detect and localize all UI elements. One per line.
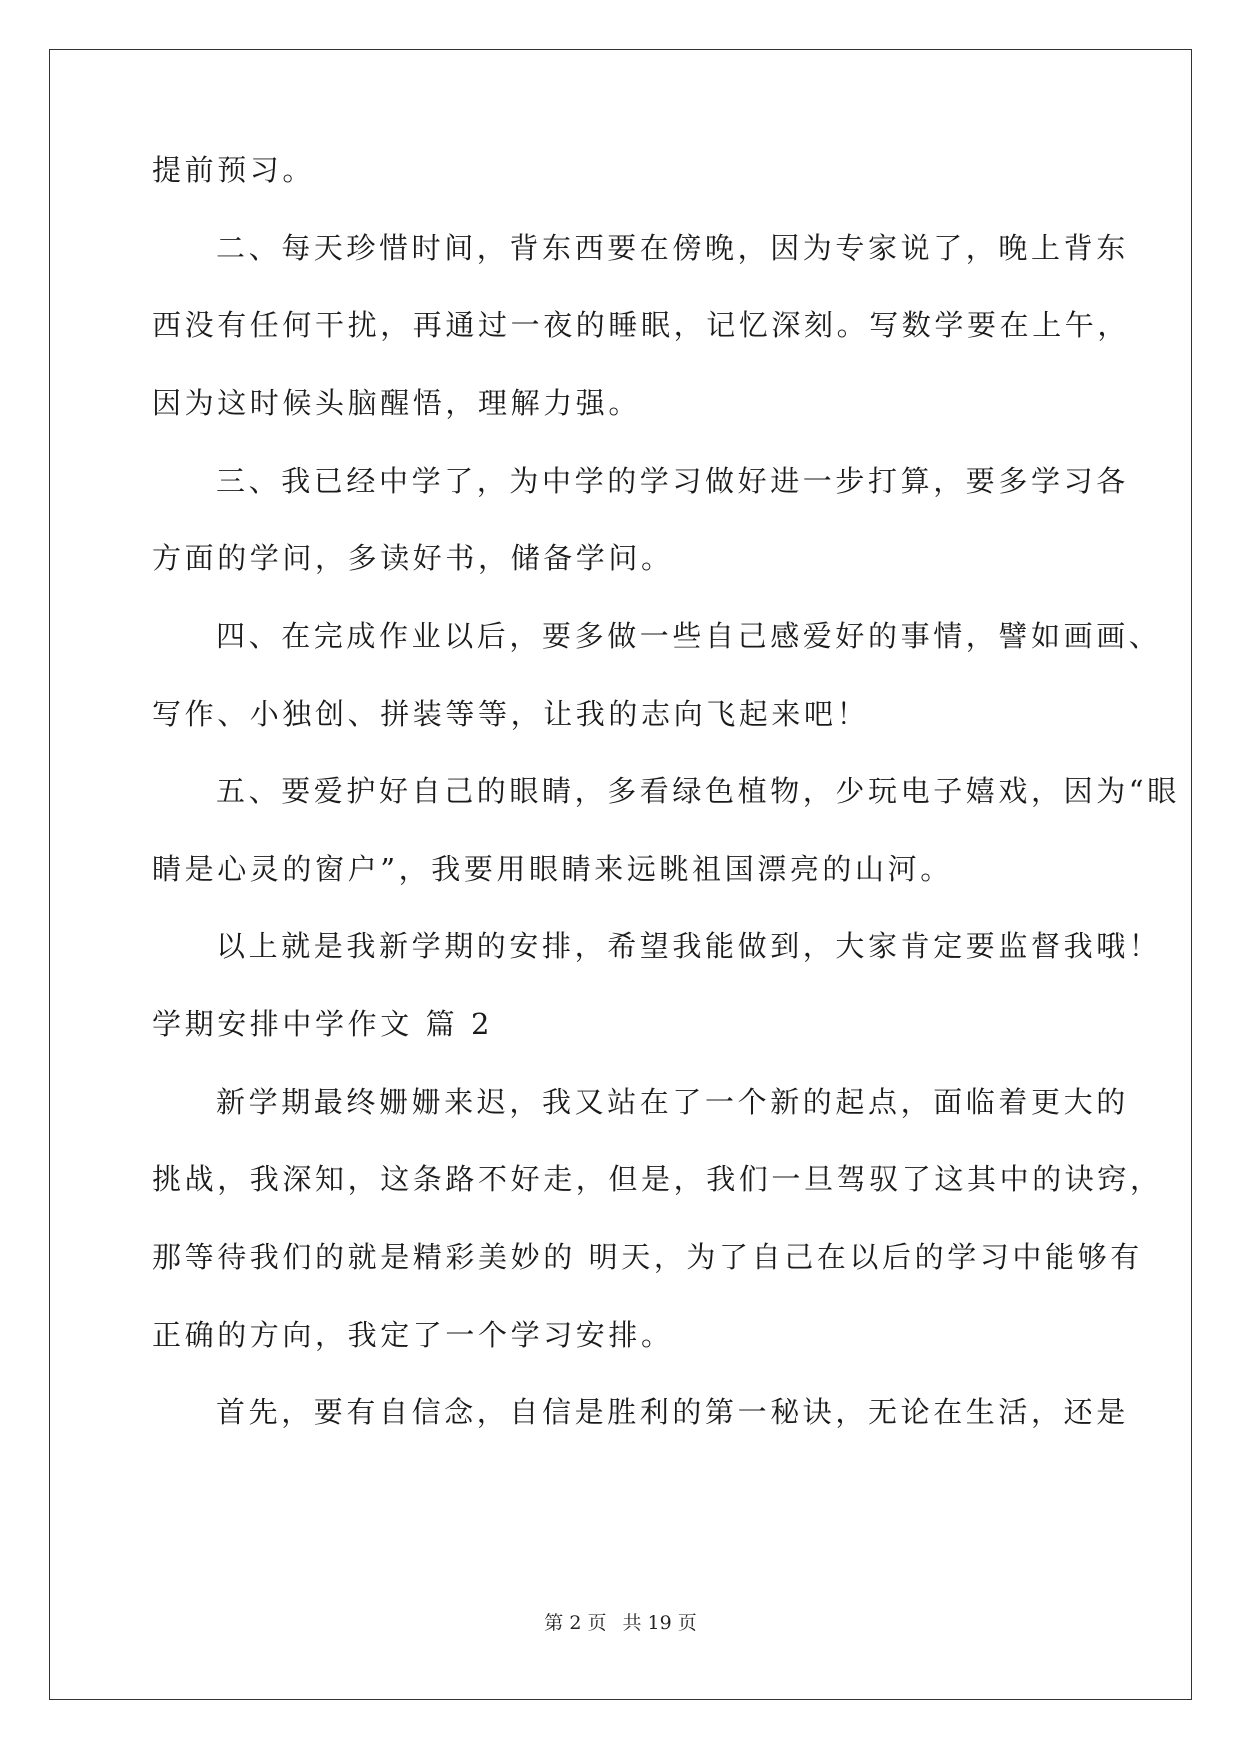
text-line: 挑战，我深知，这条路不好走，但是，我们一旦驾驭了这其中的诀窍， <box>152 1162 1163 1196</box>
text-line: 四、在完成作业以后，要多做一些自己感爱好的事情，譬如画画、 <box>216 619 1162 653</box>
text-line: 二、每天珍惜时间，背东西要在傍晚，因为专家说了，晚上背东 <box>216 231 1129 265</box>
text-line: 三、我已经中学了，为中学的学习做好进一步打算，要多学习各 <box>216 464 1129 498</box>
text-line: 那等待我们的就是精彩美妙的 明天，为了自己在以后的学习中能够有 <box>152 1240 1143 1274</box>
text-line: 正确的方向，我定了一个学习安排。 <box>152 1318 674 1352</box>
text-line: 西没有任何干扰，再通过一夜的睡眠，记忆深刻。写数学要在上午， <box>152 308 1131 342</box>
text-line: 写作、小独创、拼装等等，让我的志向飞起来吧！ <box>152 697 870 731</box>
text-line: 五、要爱护好自己的眼睛，多看绿色植物，少玩电子嬉戏，因为“眼 <box>216 774 1180 808</box>
page-number: 第 2 页 <box>544 1612 607 1634</box>
text-line: 新学期最终姗姗来迟，我又站在了一个新的起点，面临着更大的 <box>216 1085 1129 1119</box>
text-line: 因为这时候头脑醒悟，理解力强。 <box>152 386 642 420</box>
section-heading: 学期安排中学作文 篇 2 <box>152 1007 494 1041</box>
page-footer <box>0 1611 1241 1635</box>
text-line: 首先，要有自信念，自信是胜利的第一秘诀，无论在生活，还是 <box>216 1395 1129 1429</box>
text-line: 提前预习。 <box>152 153 316 187</box>
text-line: 以上就是我新学期的安排，希望我能做到，大家肯定要监督我哦！ <box>216 929 1162 963</box>
text-line: 睛是心灵的窗户”，我要用眼睛来远眺祖国漂亮的山河。 <box>152 852 953 886</box>
text-line: 方面的学问，多读好书，储备学问。 <box>152 541 674 575</box>
total-pages: 共 19 页 <box>622 1612 697 1634</box>
